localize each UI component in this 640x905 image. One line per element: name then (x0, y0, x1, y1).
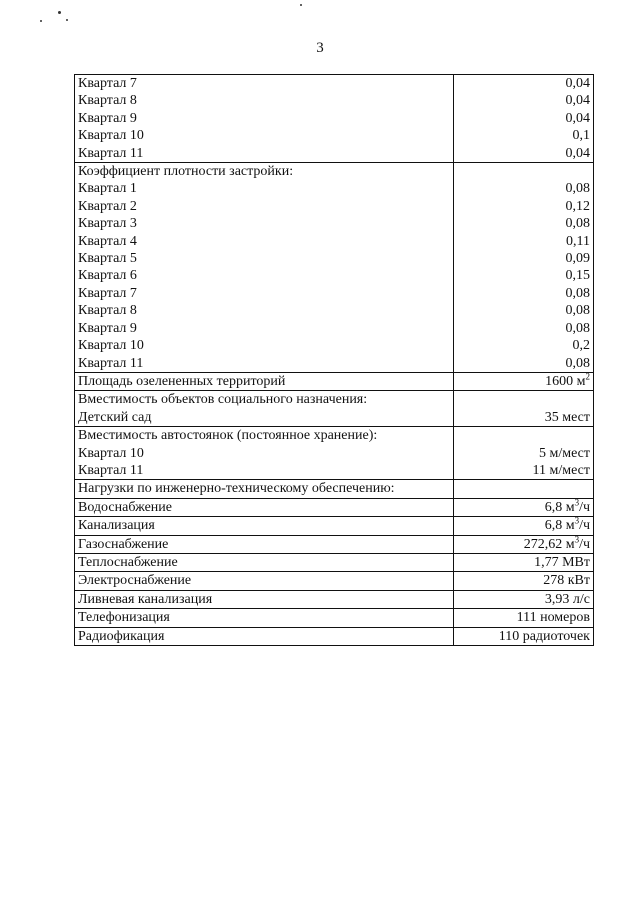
value-text: 0,09 (565, 251, 590, 267)
row-value (454, 409, 594, 427)
row-name: Газоснабжение (75, 535, 454, 553)
row-value (454, 372, 594, 390)
table-row (75, 110, 594, 127)
row-value (454, 285, 594, 302)
value-text: 272,62 м (523, 536, 575, 552)
scan-speck (58, 11, 61, 14)
value-text: 0,2 (572, 338, 590, 354)
row-name: Квартал 6 (75, 267, 454, 284)
row-value (454, 627, 594, 645)
value-text: 0,04 (565, 145, 590, 161)
row-value (454, 590, 594, 608)
row-value (454, 480, 594, 498)
row-value (454, 127, 594, 144)
row-name: Теплоснабжение (75, 553, 454, 571)
row-name: Телефонизация (75, 609, 454, 627)
unit-suffix: /ч (579, 518, 590, 534)
value-text: 6,8 м (544, 499, 575, 515)
value-text: 0,1 (572, 128, 590, 144)
row-value (454, 267, 594, 284)
value-text: 0,08 (565, 320, 590, 336)
table-row (75, 391, 594, 409)
value-text: 0,04 (565, 76, 590, 91)
row-name: Квартал 8 (75, 92, 454, 109)
table-row (75, 572, 594, 590)
row-value (454, 215, 594, 232)
unit-superscript: 3 (574, 515, 580, 526)
row-value (454, 462, 594, 480)
unit-superscript: 3 (574, 497, 580, 508)
row-value (454, 535, 594, 553)
value-text: 0,08 (565, 303, 590, 319)
table-row (75, 462, 594, 480)
row-value (454, 445, 594, 462)
row-name: Квартал 2 (75, 198, 454, 215)
value-text: 110 радиоточек (498, 628, 590, 644)
table-row (75, 517, 594, 535)
table-row (75, 553, 594, 571)
page-number: 3 (316, 40, 324, 56)
row-value (454, 110, 594, 127)
table-row (75, 498, 594, 516)
row-name: Канализация (75, 517, 454, 535)
row-name: Квартал 7 (75, 285, 454, 302)
value-text: 0,04 (565, 93, 590, 109)
row-name: Квартал 9 (75, 110, 454, 127)
value-text: 1600 м (545, 373, 586, 389)
row-value (454, 517, 594, 535)
row-value (454, 198, 594, 215)
row-value (454, 320, 594, 337)
table-row (75, 127, 594, 144)
value-text: 0,08 (565, 285, 590, 301)
value-text: 278 кВт (543, 573, 590, 589)
row-name: Квартал 1 (75, 180, 454, 197)
row-value (454, 391, 594, 409)
row-value (454, 250, 594, 267)
row-name: Вместимость объектов социального назначения: (75, 391, 454, 409)
row-name: Ливневая канализация (75, 590, 454, 608)
row-name: Квартал 4 (75, 233, 454, 250)
row-value (454, 427, 594, 445)
table-row (75, 590, 594, 608)
row-name: Радиофикация (75, 627, 454, 645)
row-name: Водоснабжение (75, 498, 454, 516)
value-text: 0,11 (566, 233, 590, 249)
row-name: Квартал 9 (75, 320, 454, 337)
table-row (75, 302, 594, 319)
value-text: 6,8 м (544, 518, 575, 534)
unit-suffix: /ч (579, 536, 590, 552)
unit-suffix: /ч (579, 499, 590, 515)
row-name: Квартал 11 (75, 462, 454, 480)
table-row (75, 267, 594, 284)
table-row (75, 285, 594, 302)
row-name: Квартал 3 (75, 215, 454, 232)
row-value (454, 233, 594, 250)
row-value (454, 302, 594, 319)
row-name: Квартал 7 (75, 75, 454, 93)
scan-speck (40, 20, 42, 22)
row-name: Квартал 8 (75, 302, 454, 319)
row-name: Квартал 5 (75, 250, 454, 267)
table-row (75, 75, 594, 93)
table-row (75, 355, 594, 373)
row-value (454, 553, 594, 571)
value-text: 0,15 (565, 268, 590, 284)
row-value (454, 572, 594, 590)
value-text: 111 номеров (516, 610, 590, 626)
row-value (454, 145, 594, 163)
row-name: Квартал 11 (75, 355, 454, 373)
table-row (75, 480, 594, 498)
value-text: 35 мест (544, 409, 590, 425)
value-text: 0,08 (565, 181, 590, 197)
scan-speck (66, 19, 68, 21)
unit-superscript: 3 (574, 533, 580, 544)
table-row (75, 145, 594, 163)
row-value (454, 92, 594, 109)
table-row (75, 320, 594, 337)
value-text: 5 м/мест (538, 445, 590, 461)
value-text: 3,93 л/с (544, 591, 590, 607)
table-row (75, 372, 594, 390)
value-text: 1,77 МВт (534, 554, 590, 570)
table-row (75, 337, 594, 354)
table-row (75, 180, 594, 197)
value-text: 0,08 (565, 216, 590, 232)
row-value (454, 180, 594, 197)
value-text: 0,04 (565, 110, 590, 126)
row-value (454, 75, 594, 93)
row-name: Нагрузки по инженерно-техническому обеспечению: (75, 480, 454, 498)
table-row (75, 427, 594, 445)
table-row (75, 445, 594, 462)
row-name: Вместимость автостоянок (постоянное хранение): (75, 427, 454, 445)
row-name: Детский сад (75, 409, 454, 427)
row-name: Площадь озелененных территорий (75, 372, 454, 390)
table-row (75, 535, 594, 553)
table-row (75, 609, 594, 627)
row-name: Квартал 11 (75, 145, 454, 163)
row-name: Коэффициент плотности застройки: (75, 163, 454, 181)
table-body (75, 75, 594, 646)
scan-speck (300, 4, 302, 6)
table-row (75, 250, 594, 267)
table-row (75, 92, 594, 109)
value-text: 11 м/мест (532, 462, 590, 478)
row-value (454, 498, 594, 516)
table-row (75, 233, 594, 250)
table-row (75, 163, 594, 181)
row-value (454, 163, 594, 181)
table-row (75, 198, 594, 215)
table-row (75, 409, 594, 427)
row-value (454, 355, 594, 373)
row-name: Квартал 10 (75, 445, 454, 462)
row-name: Квартал 10 (75, 127, 454, 144)
table-row (75, 627, 594, 645)
table-row (75, 215, 594, 232)
row-name: Квартал 10 (75, 337, 454, 354)
row-value (454, 609, 594, 627)
value-text: 0,08 (565, 355, 590, 371)
value-text: 0,12 (565, 198, 590, 214)
row-value (454, 337, 594, 354)
specification-table (74, 74, 594, 646)
row-name: Электроснабжение (75, 572, 454, 590)
unit-superscript: 2 (585, 371, 590, 382)
